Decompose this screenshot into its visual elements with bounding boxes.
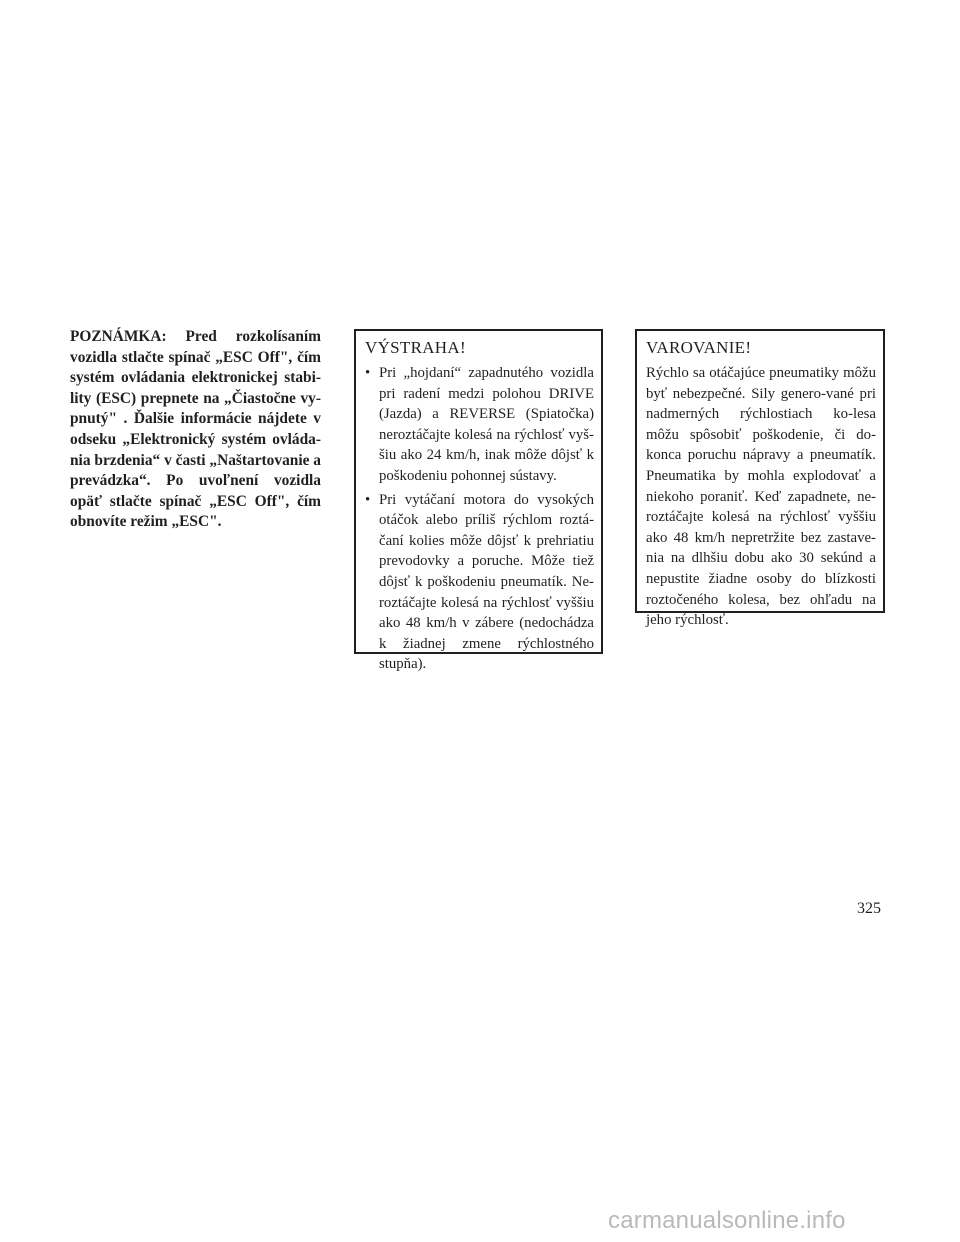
page-number: 325 [857,900,881,917]
caution-title: VAROVANIE! [646,338,752,357]
warning-box [354,329,603,673]
watermark-text: carmanualsonline.info [608,1207,846,1234]
warning-item-text: Pri „hojdaní“ zapadnutého vozidla pri radení medzi polohou DRIVE (Jazda) a REVERSE (Spiatočka) neroztáčajte kolesá na rýchlosť vyš-šiu ako 24 km/h, inak môže dôjsť k poškodeniu pohonnej sústavy. [379,365,594,484]
warning-item [365,363,594,487]
bullet-icon: • [365,491,371,508]
caution-text: Rýchlo sa otáčajúce pneumatiky môžu byť nebezpečné. Sily genero-vané pri nadmerných rýchlostiach ko-lesa môžu spôsobiť poškodenie, či do-konca poruchu nápravy a pneumatík. Pneumatika by mohla explodovať a niekoho poraniť. Keď zapadnete, ne-roztáčajte kolesá na rýchlosť vyššiu ako 48 km/h nepretržite bez zastave-nia na dlhšiu dobu ako 30 sekúnd a nepustite žiadne osoby do blízkosti roztočeného kolesa, bez ohľadu na jeho rýchlosť. [646,365,876,629]
warning-item [365,490,594,675]
caution-box [635,329,885,629]
note-paragraph: POZNÁMKA: Pred rozkolísaním vozidla stlačte spínač „ESC Off", čím systém ovládania elektronickej stabi-lity (ESC) prepnete na „Čiastočne vy-pnutý" . Ďalšie informácie nájdete v odseku „Elektronický systém ovláda-nia brzdenia“ v časti „Naštartovanie a prevádzka“. Po uvoľnení vozidla opäť stlačte spínač „ESC Off", čím obnovíte režim „ESC". [70,328,321,531]
warning-list [365,363,594,675]
warning-item-text: Pri vytáčaní motora do vysokých otáčok alebo príliš rýchlom roztá-čaní kolies môže dôjsť k prehriatiu prevodovky a poruche. Môže tiež dôjsť k poškodeniu pneumatík. Ne-roztáčajte kolesá na rýchlosť vyššiu ako 48 km/h v zábere (nedochádza k žiadnej zmene rýchlostného stupňa). [379,491,594,673]
bullet-icon: • [365,365,371,381]
warning-title: VÝSTRAHA! [365,338,466,357]
